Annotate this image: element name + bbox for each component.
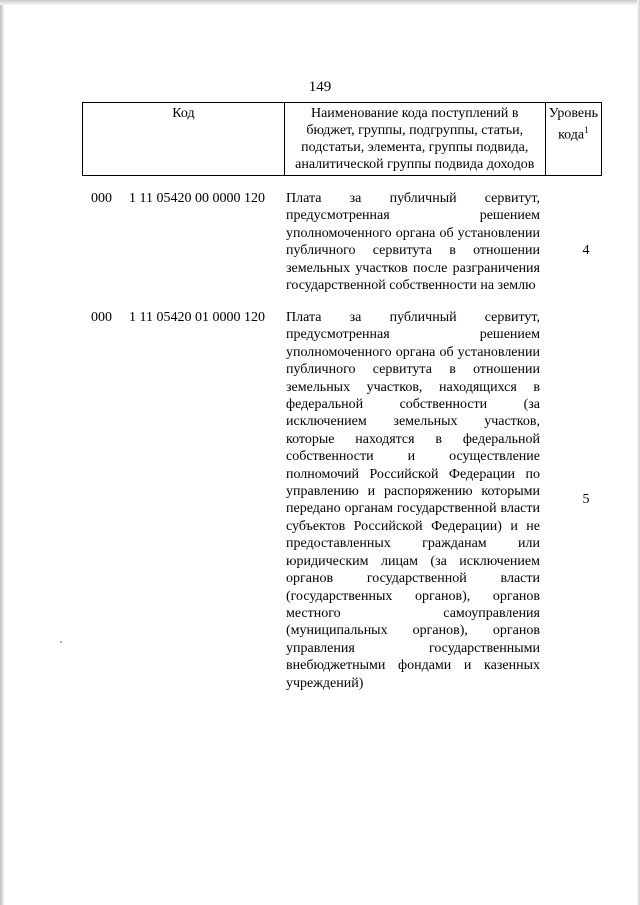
column-header-table xyxy=(82,102,602,176)
code-column-header: Код xyxy=(83,103,285,176)
code-level: 5 xyxy=(582,492,590,507)
scan-speck xyxy=(60,641,62,643)
revenue-description: Плата за публичный сервитут, предусмотренная решением уполномоченного органа об установлении публичного сервитута в отношении земельных участков, находящихся в федеральной собственности (за исключением земельных участков, которые находятся в федеральной собственности и осуществление полномочий Российской Федерации по управлению и распоряжению которыми передано органам государственной власти субъектов Российской Федерации) и не предоставленных гражданам или юридическим лицам (за исключением органов государственной власти (государственных органов), органов местного самоуправления (муниципальных органов), органов управления государственными внебюджетными фондами и казенных учреждений) xyxy=(286,310,540,691)
administrator-code: 000 xyxy=(91,310,112,325)
code-level: 4 xyxy=(582,243,590,258)
scan-edge-left xyxy=(0,0,4,905)
revenue-code: 1 11 05420 01 0000 120 xyxy=(129,310,265,325)
table-row xyxy=(88,190,602,308)
level-header-text: Уровень кода xyxy=(548,106,598,143)
revenue-description: Плата за публичный сервитут, предусмотренная решением уполномоченного органа об установлении публичного сервитута в отношении земельных участков после разграничения государственной собственности на землю xyxy=(286,191,540,294)
column-header-row xyxy=(83,103,602,176)
level-footnote-mark: 1 xyxy=(584,125,589,135)
administrator-code: 000 xyxy=(91,191,112,206)
name-column-header: Наименование кода поступлений в бюджет, группы, подгруппы, статьи, подстатьи, элемента, группы подвида, аналитической группы подвида доходов xyxy=(284,103,545,176)
page-number: 149 xyxy=(308,79,332,95)
scan-edge-top xyxy=(0,0,640,5)
table-row xyxy=(88,309,602,699)
level-column-header xyxy=(545,103,601,176)
revenue-code: 1 11 05420 00 0000 120 xyxy=(129,191,265,206)
